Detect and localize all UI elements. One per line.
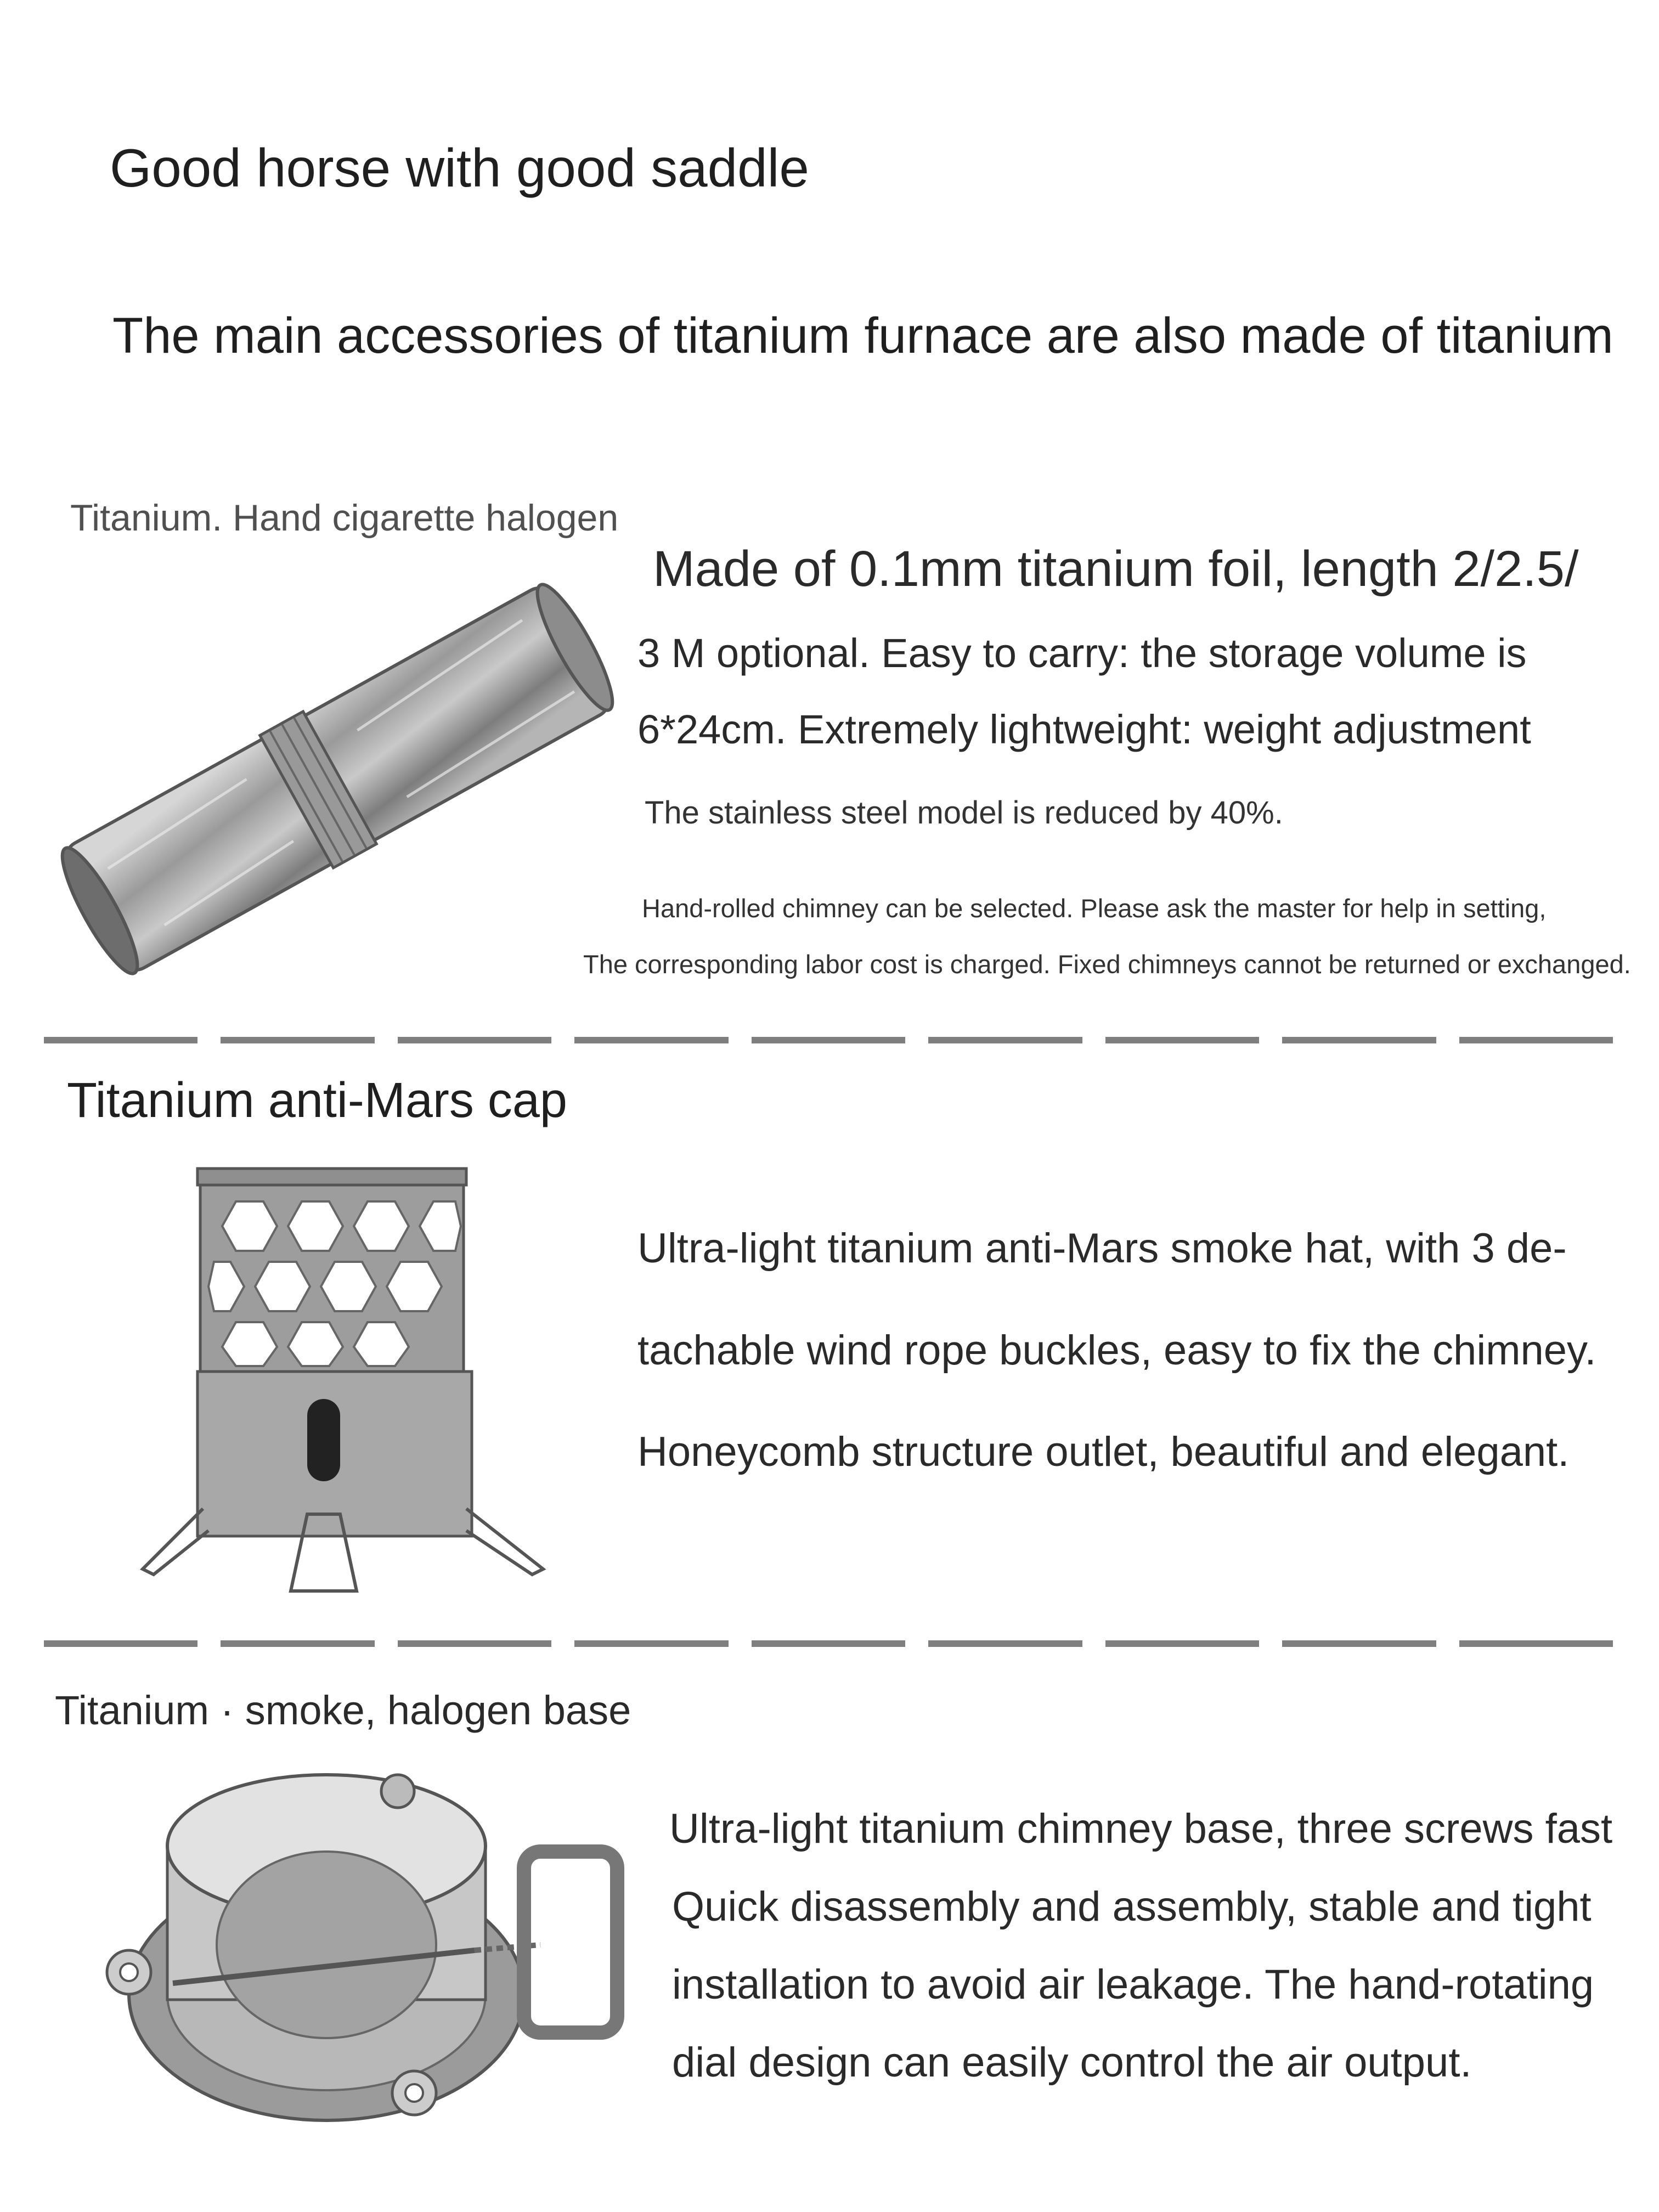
page-headline: Good horse with good saddle — [110, 138, 809, 198]
hand-chimney-desc-line-1: Made of 0.1mm titanium foil, length 2/2.5/ — [653, 541, 1579, 597]
hand-chimney-desc-line-3: 6*24cm. Extremely lightweight: weight adjustment — [637, 707, 1531, 752]
hand-chimney-desc-line-4: The stainless steel model is reduced by 40%. — [645, 795, 1283, 831]
section-divider-1 — [44, 1037, 1613, 1043]
anti-mars-cap-desc-line-3: Honeycomb structure outlet, beautiful and elegant. — [637, 1429, 1570, 1475]
chimney-base-desc-line-2: Quick disassembly and assembly, stable and tight — [672, 1883, 1592, 1930]
anti-mars-cap-desc-line-1: Ultra-light titanium anti-Mars smoke hat, with 3 de- — [637, 1225, 1567, 1272]
chimney-base-desc-line-1: Ultra-light titanium chimney base, three screws fast — [669, 1805, 1613, 1852]
hand-chimney-desc-line-5: Hand-rolled chimney can be selected. Please ask the master for help in setting, — [642, 894, 1547, 923]
chimney-pipe-icon — [49, 582, 625, 977]
chimney-base-damper-icon — [91, 1764, 628, 2137]
section-divider-2 — [44, 1640, 1613, 1647]
chimney-base-desc-line-4: dial design can easily control the air output. — [672, 2039, 1472, 2086]
hand-chimney-desc-line-2: 3 M optional. Easy to carry: the storage volume is — [637, 630, 1527, 676]
spark-arrestor-cap-icon — [126, 1158, 560, 1607]
chimney-base-desc-line-3: installation to avoid air leakage. The hand-rotating — [672, 1961, 1594, 2008]
page-subheadline: The main accessories of titanium furnace are also made of titanium — [112, 308, 1613, 364]
section-title-chimney-base: Titanium · smoke, halogen base — [55, 1688, 631, 1733]
section-title-anti-mars-cap: Titanium anti-Mars cap — [67, 1073, 567, 1128]
section-title-hand-chimney: Titanium. Hand cigarette halogen — [70, 497, 619, 539]
hand-chimney-desc-line-6: The corresponding labor cost is charged. Fixed chimneys cannot be returned or exchanged. — [583, 950, 1631, 979]
anti-mars-cap-desc-line-2: tachable wind rope buckles, easy to fix the chimney. — [637, 1327, 1596, 1374]
